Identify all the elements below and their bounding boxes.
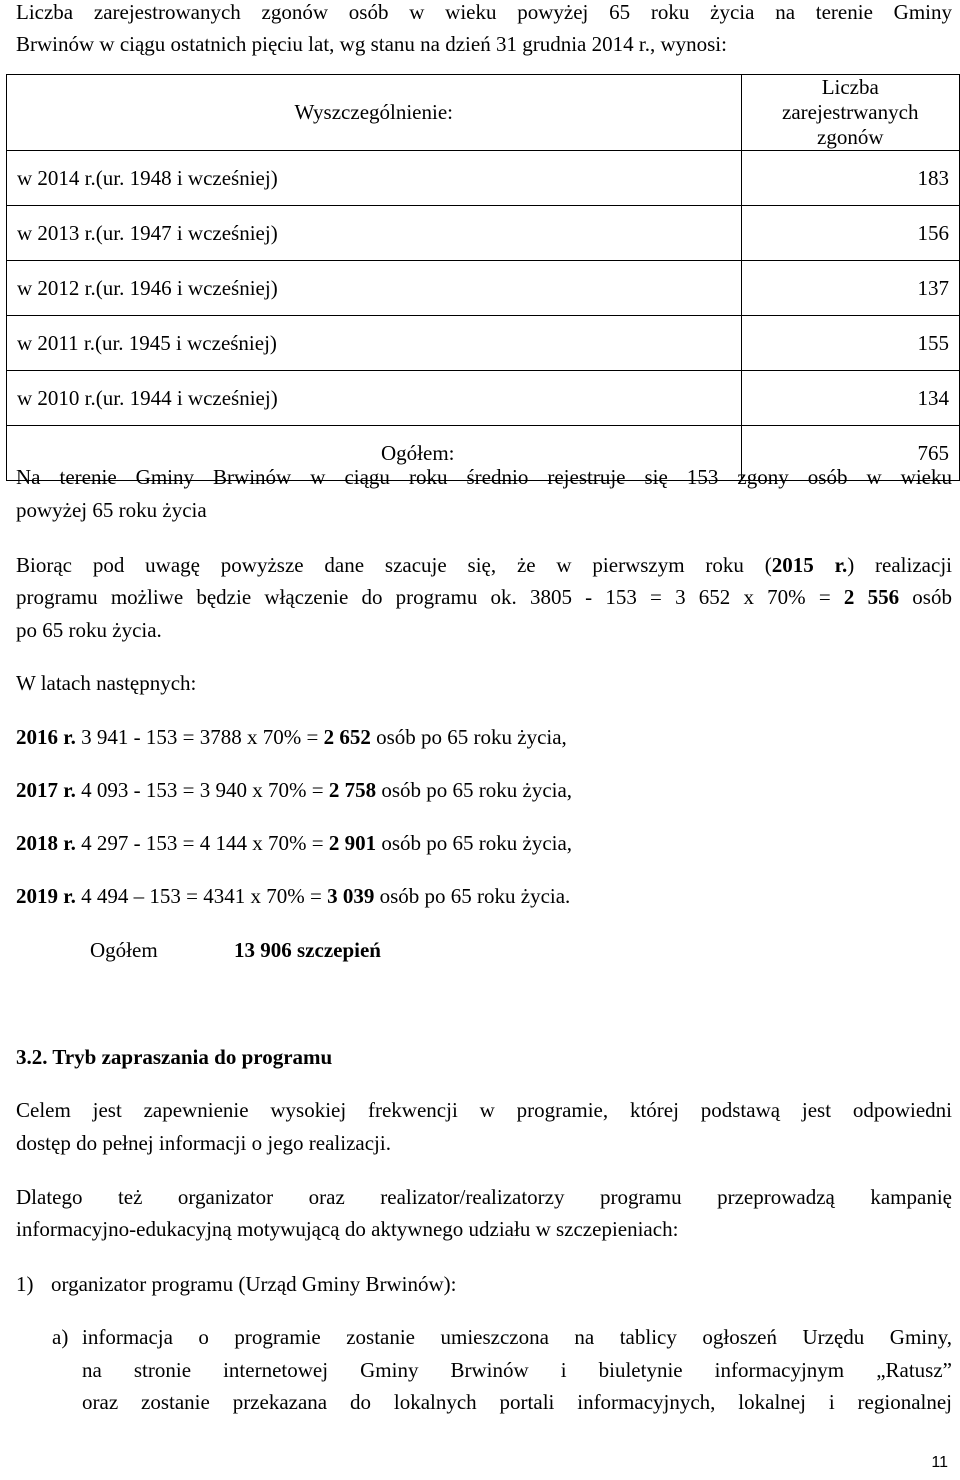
table-header-count: Liczba zarejestrwanych zgonów [741, 75, 960, 151]
estimate-line-2: programu możliwe będzie włączenie do programu ok. 3805 - 153 = 3 652 x 70% = 2 556 osób [16, 585, 952, 609]
year-line: 2016 r. 3 941 - 153 = 3788 x 70% = 2 652 osób po 65 roku życia, [16, 725, 567, 749]
estimate-line-3: po 65 roku życia. [16, 618, 162, 642]
table-row [7, 371, 960, 426]
row-value: 137 [741, 261, 960, 316]
row-label: w 2014 r.(ur. 1948 i wcześniej) [7, 151, 742, 206]
table-header-row [7, 75, 960, 151]
table-row [7, 261, 960, 316]
row-value: 156 [741, 206, 960, 261]
section-p2-line-2: informacyjno-edukacyjną motywującą do aktywnego udziału w szczepieniach: [16, 1217, 679, 1241]
year-line: 2018 r. 4 297 - 153 = 4 144 x 70% = 2 901 osób po 65 roku życia, [16, 831, 573, 855]
sub-item-line-3: oraz zostanie przekazana do lokalnych portali informacyjnych, lokalnej i regionalnej [82, 1390, 952, 1414]
table-row [7, 206, 960, 261]
sub-list-letter: a) [52, 1325, 69, 1349]
total-label: Ogółem: [7, 426, 742, 481]
total-vaccinations-value: 13 906 szczepień [234, 938, 381, 962]
table-header-description: Wyszczególnienie: [7, 75, 742, 151]
row-value: 183 [741, 151, 960, 206]
row-label: w 2011 r.(ur. 1945 i wcześniej) [7, 316, 742, 371]
table-row [7, 316, 960, 371]
list-item-text: organizator programu (Urząd Gminy Brwinów): [51, 1272, 457, 1296]
sub-item-line-2: na stronie internetowej Gminy Brwinów i biuletynie informacyjnym „Ratusz” [82, 1358, 952, 1382]
list-number: 1) [16, 1272, 34, 1296]
page-number: 11 [931, 1454, 948, 1471]
avg-line-1: Na terenie Gminy Brwinów w ciągu roku średnio rejestruje się 153 zgony osób w wieku [16, 465, 952, 489]
intro-line-1: Liczba zarejestrowanych zgonów osób w wieku powyżej 65 roku życia na terenie Gminy [16, 0, 952, 24]
total-vaccinations-label: Ogółem [90, 938, 158, 962]
section-p2-line-1: Dlatego też organizator oraz realizator/realizatorzy programu przeprowadzą kampanię [16, 1185, 952, 1209]
row-value: 134 [741, 371, 960, 426]
row-label: w 2012 r.(ur. 1946 i wcześniej) [7, 261, 742, 316]
first-year: 2015 r. [771, 553, 848, 577]
row-label: w 2013 r.(ur. 1947 i wcześniej) [7, 206, 742, 261]
next-years-label: W latach następnych: [16, 671, 197, 695]
row-value: 155 [741, 316, 960, 371]
intro-line-2: Brwinów w ciągu ostatnich pięciu lat, wg stanu na dzień 31 grudnia 2014 r., wynosi: [16, 32, 727, 56]
sub-item-line-1: informacja o programie zostanie umieszczona na tablicy ogłoszeń Urzędu Gminy, [82, 1325, 952, 1349]
estimate-line-1: Biorąc pod uwagę powyższe dane szacuje się, że w pierwszym roku (2015 r.) realizacji [16, 553, 952, 577]
section-p1-line-2: dostęp do pełnej informacji o jego realizacji. [16, 1131, 391, 1155]
section-p1-line-1: Celem jest zapewnienie wysokiej frekwencji w programie, której podstawą jest odpowiedni [16, 1098, 952, 1122]
row-label: w 2010 r.(ur. 1944 i wcześniej) [7, 371, 742, 426]
first-year-result: 2 556 [843, 585, 900, 609]
table-row [7, 151, 960, 206]
section-heading: 3.2. Tryb zapraszania do programu [16, 1045, 333, 1069]
avg-line-2: powyżej 65 roku życia [16, 498, 207, 522]
year-line: 2017 r. 4 093 - 153 = 3 940 x 70% = 2 758 osób po 65 roku życia, [16, 778, 573, 802]
year-line: 2019 r. 4 494 – 153 = 4341 x 70% = 3 039 osób po 65 roku życia. [16, 884, 571, 908]
deaths-table [6, 74, 960, 481]
total-value: 765 [741, 426, 960, 481]
